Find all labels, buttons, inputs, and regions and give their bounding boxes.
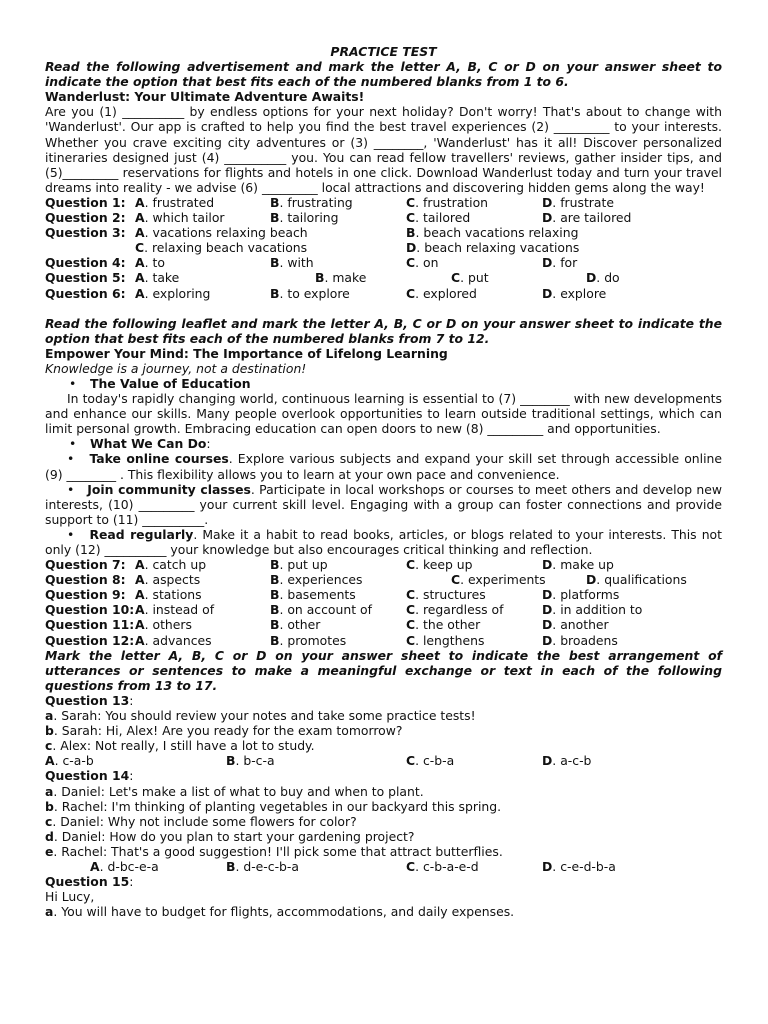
question-row	[45, 602, 722, 617]
option-a[interactable]: A. take	[135, 270, 180, 286]
option-b[interactable]: B. promotes	[270, 632, 347, 648]
option-a[interactable]: A. catch up	[135, 557, 207, 573]
question-row	[45, 557, 722, 572]
section2-heading: Empower Your Mind: The Importance of Lifelong Learning	[45, 345, 448, 361]
option-a[interactable]: A. stations	[135, 587, 202, 603]
option-d[interactable]: D. another	[542, 617, 609, 633]
option-a[interactable]: A. instead of	[135, 602, 215, 618]
section1-passage: Are you (1) __________ by endless options for your next holiday? Don't worry! That's about to change with 'Wanderlust'. Our app is crafted to help you find the best travel experiences (2) _________ to your interests. Whether you crave exciting city adventures or (3) ________, 'Wanderlust' has it all! Discover personalized itineraries designed just (4) __________ you. You can read fellow travellers' reviews, gather insider tips, and (5)_________ reservations for flights and hotels in one click. Download Wanderlust today and turn your travel dreams into reality - we advise (6) _________ local attractions and discovering hidden gems along the way!	[45, 104, 722, 195]
option-d[interactable]: D. beach relaxing vacations	[406, 240, 580, 256]
option-c[interactable]: C. on	[406, 255, 439, 271]
option-d[interactable]: D. explore	[542, 285, 607, 301]
question-label: Question 12:	[45, 632, 135, 648]
option-d[interactable]: D. for	[542, 255, 578, 271]
sentence-line: c. Alex: Not really, I still have a lot to study.	[45, 738, 315, 754]
option-c[interactable]: C. structures	[406, 587, 486, 603]
question-label: Question 3:	[45, 225, 126, 241]
option-c[interactable]: C. the other	[406, 617, 481, 633]
question-label: Question 11:	[45, 617, 135, 633]
question-row	[45, 633, 722, 648]
sentence-line: a. Sarah: You should review your notes and take some practice tests!	[45, 708, 476, 724]
question-label: Question 13:	[45, 692, 134, 708]
option-d[interactable]: D. platforms	[542, 587, 620, 603]
bullet-colon: :	[206, 436, 211, 452]
answer-options: A. c-a-b B. b-c-a C. c-b-a D. a-c-b	[45, 753, 592, 769]
option-d[interactable]: D. qualifications	[586, 572, 687, 588]
section2-paragraph: In today's rapidly changing world, continuous learning is essential to (7) ________ with new developments and enhance our skills. Many people overlook opportunities to learn outside traditional settings, which can limit personal growth. Embracing education can open doors to new (8) _________ and opportunities.	[45, 391, 722, 437]
question-label: Question 4:	[45, 255, 126, 271]
option-a[interactable]: A. exploring	[135, 285, 211, 301]
questions-1-6	[45, 195, 722, 301]
letter-greeting: Hi Lucy,	[45, 889, 95, 905]
option-b[interactable]: B. experiences	[270, 572, 363, 588]
option-a[interactable]: A. to	[135, 255, 165, 271]
option-b[interactable]: B. to explore	[270, 285, 350, 301]
option-b[interactable]: B. with	[270, 255, 314, 271]
question-row	[45, 210, 722, 225]
bullet-bold-text: Take online courses	[89, 451, 229, 467]
question-label: Question 6:	[45, 285, 126, 301]
option-c[interactable]: C. tailored	[406, 210, 471, 226]
bullet-text: . Explore various subjects and expand your skill set through accessible online (9) ________ . This flexibility allows you to learn at your own pace and convenience.	[45, 451, 722, 482]
practice-test-page	[45, 44, 722, 919]
option-c[interactable]: C. put	[451, 270, 489, 286]
option-b[interactable]: B. put up	[270, 557, 328, 573]
bullet-icon: •	[69, 375, 77, 391]
bullet-text: . Make it a habit to read books, articles, or blogs related to your interests. This not only (12) __________ your knowledge but also encourages critical thinking and reflection.	[45, 526, 722, 557]
question-label: Question 15:	[45, 874, 134, 890]
option-d[interactable]: D. are tailored	[542, 210, 632, 226]
question-row	[45, 617, 722, 632]
sentence-line: a. You will have to budget for flights, accommodations, and daily expenses.	[45, 904, 515, 920]
sentence-line: a. Daniel: Let's make a list of what to buy and when to plant.	[45, 783, 424, 799]
question-row	[45, 195, 722, 210]
bullet-icon: •	[67, 481, 75, 497]
bullet-text: . Participate in local workshops or courses to meet others and develop new interests, (10) _________ your current skill level. Engaging with a group can foster connections and provide support to (11) __________.	[45, 481, 722, 527]
bullet-read-regularly	[45, 527, 722, 557]
question-row	[45, 286, 722, 301]
option-c[interactable]: C. lengthens	[406, 632, 485, 648]
bullet-community-classes	[45, 482, 722, 527]
bullet-heading: The Value of Education	[90, 375, 251, 391]
option-c[interactable]: C. regardless of	[406, 602, 504, 618]
sentence-line: b. Sarah: Hi, Alex! Are you ready for the exam tomorrow?	[45, 723, 403, 739]
sentence-line: c. Daniel: Why not include some flowers for color?	[45, 813, 357, 829]
question-14	[45, 768, 722, 874]
option-c[interactable]: C. keep up	[406, 557, 473, 573]
question-label: Question 7:	[45, 557, 126, 573]
section1-heading: Wanderlust: Your Ultimate Adventure Awaits!	[45, 89, 365, 105]
option-a[interactable]: A. vacations relaxing beach	[135, 225, 308, 241]
option-c[interactable]: C. relaxing beach vacations	[135, 240, 308, 256]
page-title: PRACTICE TEST	[330, 44, 437, 59]
question-15	[45, 874, 722, 919]
question-label: Question 14:	[45, 768, 134, 784]
option-d[interactable]: D. broadens	[542, 632, 618, 648]
option-b[interactable]: B. frustrating	[270, 194, 353, 210]
option-b[interactable]: B. beach vacations relaxing	[406, 225, 579, 241]
question-13	[45, 693, 722, 768]
answer-options: A. d-bc-e-a B. d-e-c-b-a C. c-b-a-e-d D. c-e-d-b-a	[90, 858, 616, 874]
option-b[interactable]: B. basements	[270, 587, 356, 603]
question-label: Question 9:	[45, 587, 126, 603]
option-c[interactable]: C. experiments	[451, 572, 546, 588]
option-c[interactable]: C. explored	[406, 285, 477, 301]
bullet-icon: •	[69, 436, 77, 452]
bullet-heading: What We Can Do	[90, 436, 207, 452]
bullet-what-we-can-do	[45, 436, 722, 451]
question-label: Question 1:	[45, 194, 126, 210]
option-a[interactable]: A. advances	[135, 632, 212, 648]
sentence-line: e. Rachel: That's a good suggestion! I'll pick some that attract butterflies.	[45, 843, 503, 859]
questions-7-12	[45, 557, 722, 648]
bullet-online-courses	[45, 451, 722, 481]
bullet-icon: •	[67, 451, 75, 467]
sentence-line: b. Rachel: I'm thinking of planting vegetables in our backyard this spring.	[45, 798, 502, 814]
question-label: Question 5:	[45, 270, 126, 286]
question-label: Question 8:	[45, 572, 126, 588]
option-b[interactable]: B. on account of	[270, 602, 372, 618]
question-label: Question 10:	[45, 602, 135, 618]
option-b[interactable]: B. tailoring	[270, 210, 339, 226]
bullet-value-of-education	[45, 376, 722, 391]
option-b[interactable]: B. other	[270, 617, 321, 633]
bullet-bold-text: Read regularly	[89, 526, 194, 542]
question-row	[45, 587, 722, 602]
question-label: Question 2:	[45, 210, 126, 226]
question-row	[45, 225, 722, 240]
option-d[interactable]: D. make up	[542, 557, 614, 573]
section1-instruction: Read the following advertisement and mark the letter A, B, C or D on your answer sheet to indicate the option that best fits each of the numbered blanks from 1 to 6.	[45, 59, 722, 90]
option-d[interactable]: D. do	[586, 270, 620, 286]
option-a[interactable]: A. others	[135, 617, 192, 633]
option-c[interactable]: C. frustration	[406, 194, 489, 210]
question-row	[45, 572, 722, 587]
option-a[interactable]: A. which tailor	[135, 210, 225, 226]
option-b[interactable]: B. make	[315, 270, 367, 286]
option-d[interactable]: D. in addition to	[542, 602, 643, 618]
question-row	[45, 240, 722, 255]
section3-instruction: Mark the letter A, B, C or D on your answer sheet to indicate the best arrangement of utterances or sentences to make a meaningful exchange or text in each of the following questions from 13 to 17.	[45, 647, 722, 693]
option-a[interactable]: A. frustrated	[135, 194, 215, 210]
section2-instruction: Read the following leaflet and mark the letter A, B, C or D on your answer sheet to indicate the option that best fits each of the numbered blanks from 7 to 12.	[45, 315, 722, 346]
bullet-icon: •	[67, 526, 75, 542]
bullet-bold-text: Join community classes	[87, 481, 251, 497]
question-row	[45, 270, 722, 285]
section2-subtitle: Knowledge is a journey, not a destination!	[45, 360, 307, 376]
option-a[interactable]: A. aspects	[135, 572, 201, 588]
sentence-line: d. Daniel: How do you plan to start your gardening project?	[45, 828, 415, 844]
question-row	[45, 255, 722, 270]
option-d[interactable]: D. frustrate	[542, 194, 614, 210]
